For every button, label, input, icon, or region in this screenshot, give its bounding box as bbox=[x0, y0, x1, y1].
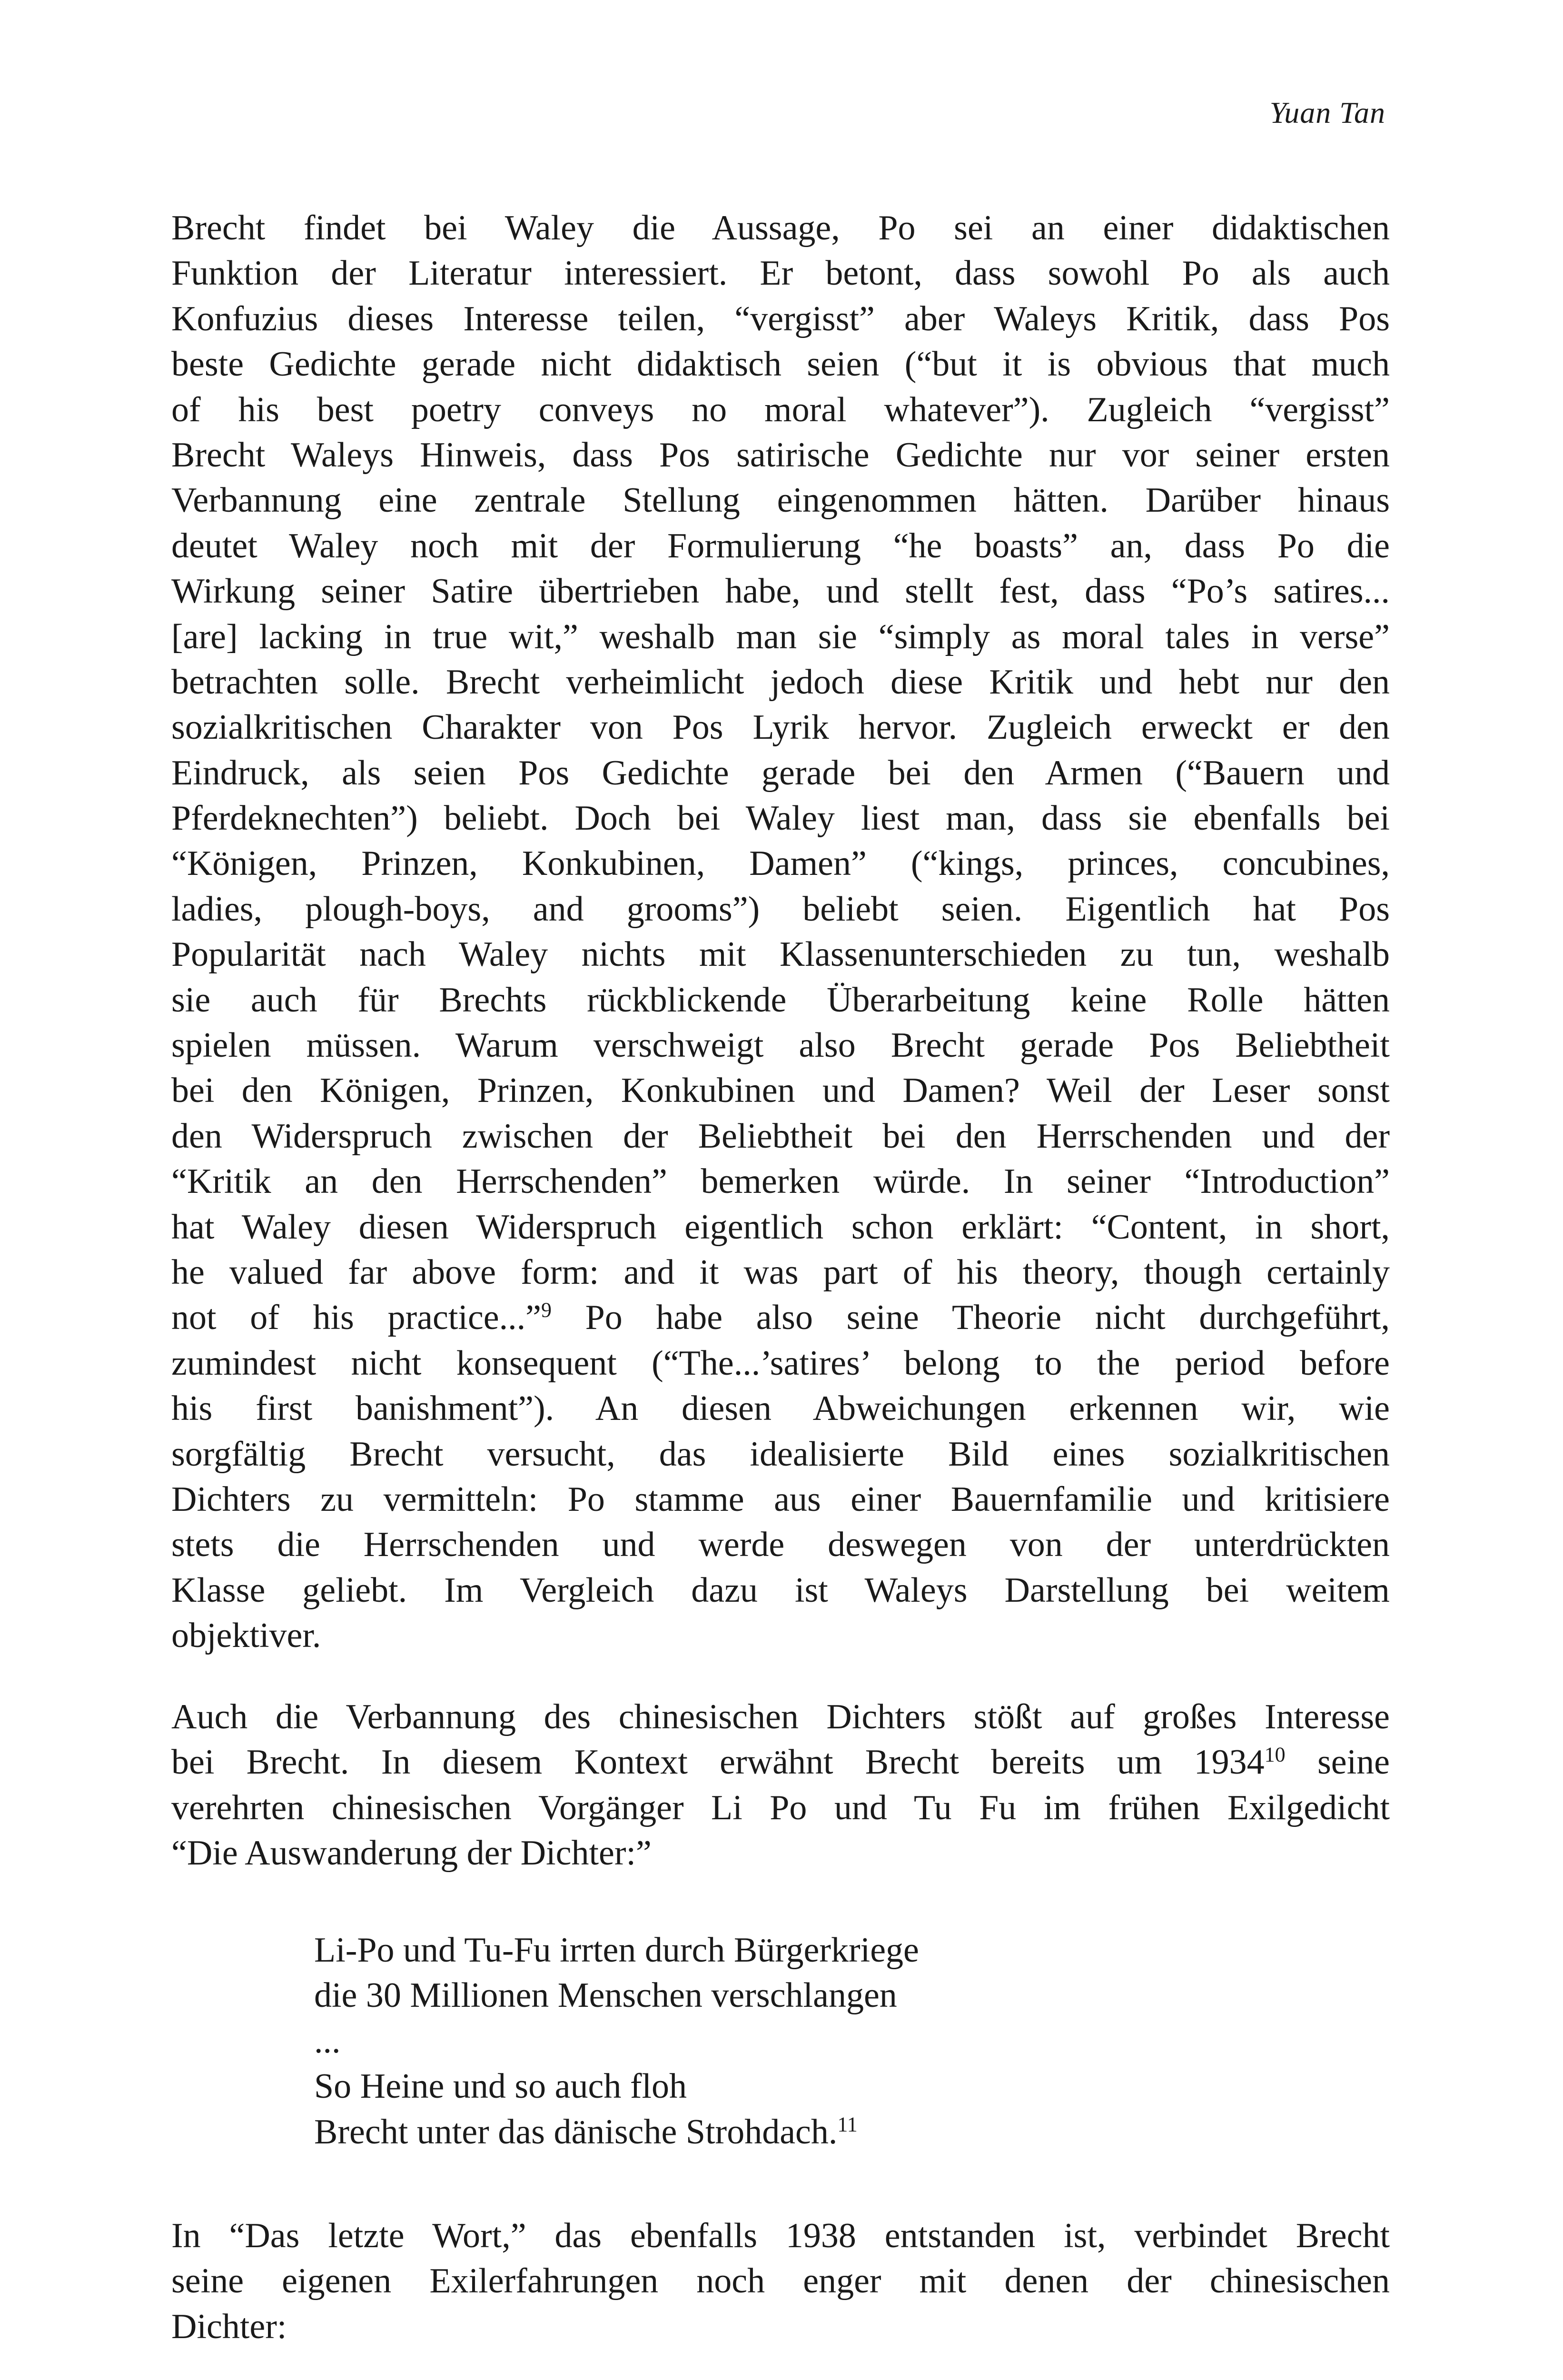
text-line: “Die Auswanderung der Dichter:” bbox=[171, 1834, 652, 1873]
text-segment: not of his practice...” bbox=[171, 1298, 541, 1338]
text-line-with-footnote bbox=[171, 1740, 1390, 1785]
paragraph-waley-comparison bbox=[171, 206, 1390, 1659]
text-line: Eindruck, als seien Pos Gedichte gerade bei den Armen (“Bauern und bbox=[171, 753, 1390, 793]
verse-line-with-footnote bbox=[314, 2110, 919, 2155]
text-line: Brecht Waleys Hinweis, dass Pos satirische Gedichte nur vor seiner ersten bbox=[171, 435, 1390, 475]
verse-line: Li-Po und Tu-Fu irrten durch Bürgerkriege bbox=[314, 1931, 919, 1970]
text-line: sorgfältig Brecht versucht, das idealisierte Bild eines sozialkritischen bbox=[171, 1434, 1390, 1474]
text-line: ladies, plough-boys, and grooms”) beliebt seien. Eigentlich hat Pos bbox=[171, 889, 1390, 929]
text-line: den Widerspruch zwischen der Beliebtheit bei den Herrschenden und der bbox=[171, 1116, 1390, 1156]
text-segment: bei Brecht. In diesem Kontext erwähnt Brecht bereits um 1934 bbox=[171, 1743, 1265, 1782]
text-line: objektiver. bbox=[171, 1616, 321, 1656]
text-line: sie auch für Brechts rückblickende Überarbeitung keine Rolle hätten bbox=[171, 980, 1390, 1020]
text-line: beste Gedichte gerade nicht didaktisch seien (“but it is obvious that much bbox=[171, 345, 1390, 384]
text-line: seine eigenen Exilerfahrungen noch enger mit denen der chinesischen bbox=[171, 2261, 1390, 2301]
text-line: betrachten solle. Brecht verheimlicht jedoch diese Kritik und hebt nur den bbox=[171, 662, 1390, 702]
text-line: Popularität nach Waley nichts mit Klassenunterschieden zu tun, weshalb bbox=[171, 935, 1390, 974]
text-line: hat Waley diesen Widerspruch eigentlich schon erklärt: “Content, in short, bbox=[171, 1207, 1390, 1247]
text-line: Dichter: bbox=[171, 2307, 287, 2346]
text-segment: seine bbox=[1285, 1743, 1390, 1782]
footnote-marker-10: 10 bbox=[1264, 1743, 1286, 1766]
text-segment: Po habe also seine Theorie nicht durchgeführt, bbox=[551, 1298, 1390, 1338]
text-line: he valued far above form: and it was part of his theory, though certainly bbox=[171, 1252, 1390, 1292]
text-line: Klasse geliebt. Im Vergleich dazu ist Waleys Darstellung bei weitem bbox=[171, 1570, 1390, 1610]
text-line: his first banishment”). An diesen Abweichungen erkennen wir, wie bbox=[171, 1389, 1390, 1428]
footnote-marker-9: 9 bbox=[541, 1298, 552, 1322]
verse-quotation bbox=[314, 1928, 919, 2155]
text-line: Dichters zu vermitteln: Po stamme aus einer Bauernfamilie und kritisiere bbox=[171, 1479, 1390, 1519]
text-line: Wirkung seiner Satire übertrieben habe, und stellt fest, dass “Po’s satires... bbox=[171, 572, 1390, 611]
text-line: “Kritik an den Herrschenden” bemerken würde. In seiner “Introduction” bbox=[171, 1162, 1390, 1201]
text-line: Pferdeknechten”) beliebt. Doch bei Waley liest man, dass sie ebenfalls bei bbox=[171, 799, 1390, 838]
text-line: sozialkritischen Charakter von Pos Lyrik hervor. Zugleich erweckt er den bbox=[171, 708, 1390, 747]
text-line: Auch die Verbannung des chinesischen Dichters stößt auf großes Interesse bbox=[171, 1697, 1390, 1736]
text-line-with-footnote bbox=[171, 1295, 1390, 1340]
text-line: bei den Königen, Prinzen, Konkubinen und Damen? Weil der Leser sonst bbox=[171, 1071, 1390, 1111]
text-line: Funktion der Literatur interessiert. Er betont, dass sowohl Po als auch bbox=[171, 254, 1390, 293]
text-line: spielen müssen. Warum verschweigt also Brecht gerade Pos Beliebtheit bbox=[171, 1026, 1390, 1065]
text-line: Verbannung eine zentrale Stellung eingenommen hätten. Darüber hinaus bbox=[171, 481, 1390, 520]
text-line: stets die Herrschenden und werde deswegen von der unterdrückten bbox=[171, 1525, 1390, 1565]
text-line: Brecht findet bei Waley die Aussage, Po sei an einer didaktischen bbox=[171, 208, 1390, 248]
text-line: verehrten chinesischen Vorgänger Li Po und Tu Fu im frühen Exilgedicht bbox=[171, 1788, 1390, 1827]
text-segment: Brecht unter das dänische Strohdach. bbox=[314, 2112, 838, 2152]
text-line: Konfuzius dieses Interesse teilen, “vergisst” aber Waleys Kritik, dass Pos bbox=[171, 299, 1390, 338]
text-line: [are] lacking in true wit,” weshalb man sie “simply as moral tales in verse” bbox=[171, 617, 1390, 656]
verse-line: So Heine und so auch floh bbox=[314, 2067, 687, 2106]
text-line: In “Das letzte Wort,” das ebenfalls 1938 entstanden ist, verbindet Brecht bbox=[171, 2216, 1390, 2255]
text-line: deutet Waley noch mit der Formulierung “he boasts” an, dass Po die bbox=[171, 526, 1390, 565]
text-line: “Königen, Prinzen, Konkubinen, Damen” (“kings, princes, concubines, bbox=[171, 844, 1390, 883]
text-line: zumindest nicht konsequent (“The...’satires’ belong to the period before bbox=[171, 1343, 1390, 1383]
text-line: of his best poetry conveys no moral whatever”). Zugleich “vergisst” bbox=[171, 390, 1390, 429]
verse-ellipsis: ... bbox=[314, 2021, 341, 2061]
verse-line: die 30 Millionen Menschen verschlangen bbox=[314, 1976, 897, 2015]
running-head: Yuan Tan bbox=[1269, 96, 1385, 129]
paragraph-das-letzte-wort bbox=[171, 2213, 1390, 2350]
footnote-marker-11: 11 bbox=[837, 2112, 858, 2136]
paragraph-verbannung bbox=[171, 1695, 1390, 1876]
